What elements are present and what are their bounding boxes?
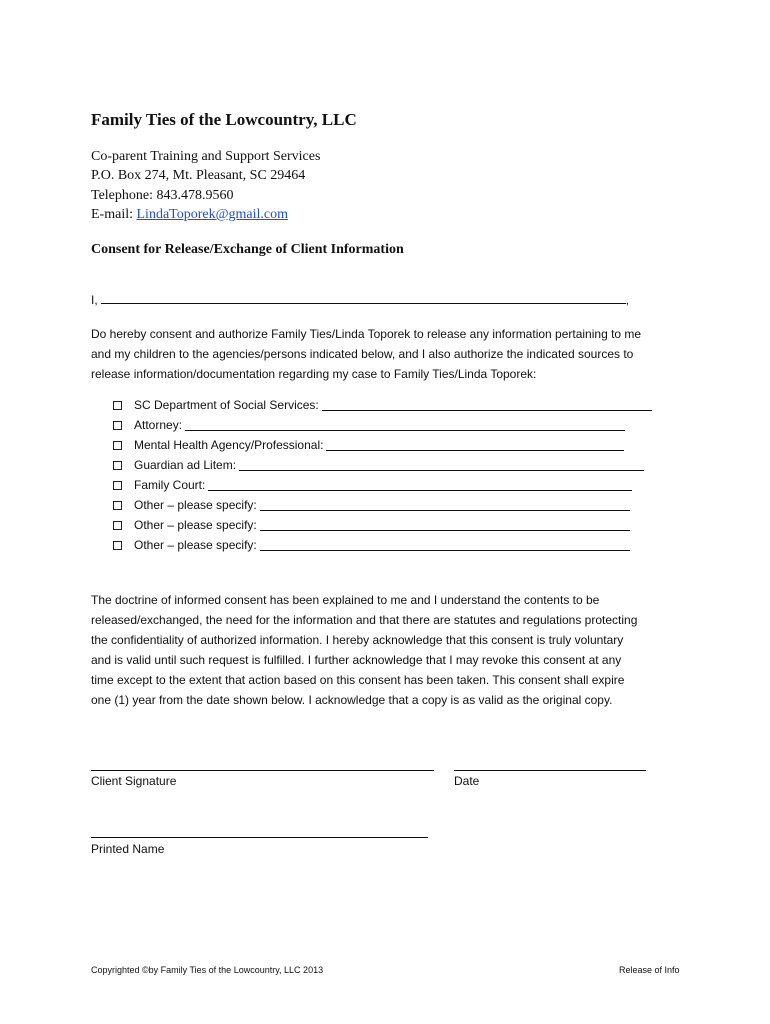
attorney-field[interactable]	[185, 419, 625, 431]
printed-name-label: Printed Name	[91, 842, 165, 856]
checklist-item-other	[113, 518, 630, 532]
checklist-item-mental-health	[113, 438, 624, 452]
date-label: Date	[454, 774, 480, 788]
checklist-item-family-court	[113, 478, 632, 492]
consent-line: released/exchanged, the need for the information and that there are statutes and regulations protecting	[91, 613, 638, 627]
name-line	[91, 292, 629, 307]
client-name-field[interactable]	[101, 292, 626, 304]
footer-page-label: Release of Info	[619, 965, 680, 975]
organization-name: Family Ties of the Lowcountry, LLC	[91, 110, 357, 129]
date-field[interactable]	[454, 770, 646, 771]
consent-line: the confidentiality of authorized information. I hereby acknowledge that this consent is truly voluntary	[91, 633, 624, 647]
checklist-label: Guardian ad Litem:	[134, 458, 237, 472]
checklist-item-attorney	[113, 418, 625, 432]
form-title: Consent for Release/Exchange of Client Information	[91, 242, 404, 257]
signature-label: Client Signature	[91, 774, 177, 788]
other-field[interactable]	[260, 499, 630, 511]
printed-name-field[interactable]	[91, 837, 428, 838]
name-line-suffix: ,	[625, 293, 630, 307]
email-link[interactable]: LindaToporek@gmail.com	[136, 207, 288, 222]
authorization-line: Do hereby consent and authorize Family Ties/Linda Toporek to release any information pertaining to me	[91, 327, 642, 341]
checklist-label: Other – please specify:	[134, 498, 257, 512]
footer-copyright: Copyrighted ©by Family Ties of the Lowcountry, LLC 2013	[91, 965, 324, 975]
checklist-item-other	[113, 538, 630, 552]
checkbox[interactable]	[113, 481, 122, 490]
mental-health-field[interactable]	[326, 439, 624, 451]
checklist-label: Mental Health Agency/Professional:	[134, 438, 324, 452]
telephone: Telephone: 843.478.9560	[91, 188, 234, 203]
name-line-prefix: I,	[91, 293, 98, 307]
checklist-label: SC Department of Social Services:	[134, 398, 319, 412]
checkbox[interactable]	[113, 401, 122, 410]
checkbox[interactable]	[113, 441, 122, 450]
other-field[interactable]	[260, 539, 630, 551]
dss-field[interactable]	[322, 399, 652, 411]
checklist-label: Attorney:	[134, 418, 183, 432]
checklist-item-dss	[113, 398, 652, 412]
signature-field[interactable]	[91, 770, 434, 771]
checkbox[interactable]	[113, 461, 122, 470]
family-court-field[interactable]	[208, 479, 632, 491]
checklist-label: Other – please specify:	[134, 518, 257, 532]
po-box-address: P.O. Box 274, Mt. Pleasant, SC 29464	[91, 168, 306, 183]
authorization-line: release information/documentation regarding my case to Family Ties/Linda Toporek:	[91, 367, 537, 381]
consent-line: time except to the extent that action based on this consent has been taken. This consent shall expire	[91, 673, 625, 687]
checkbox[interactable]	[113, 501, 122, 510]
other-field[interactable]	[260, 519, 630, 531]
email-row	[91, 205, 288, 224]
checklist-item-guardian	[113, 458, 644, 472]
authorization-line: and my children to the agencies/persons indicated below, and I also authorize the indicated sources to	[91, 347, 634, 361]
service-line: Co-parent Training and Support Services	[91, 149, 321, 164]
consent-line: one (1) year from the date shown below. I acknowledge that a copy is as valid as the original copy.	[91, 693, 613, 707]
checkbox[interactable]	[113, 421, 122, 430]
consent-line: The doctrine of informed consent has been explained to me and I understand the contents to be	[91, 593, 600, 607]
checkbox[interactable]	[113, 521, 122, 530]
guardian-field[interactable]	[239, 459, 644, 471]
checklist-label: Other – please specify:	[134, 538, 257, 552]
email-label: E-mail:	[91, 207, 133, 222]
checklist-label: Family Court:	[134, 478, 206, 492]
checkbox[interactable]	[113, 541, 122, 550]
consent-line: and is valid until such request is fulfilled. I further acknowledge that I may revoke this consent at any	[91, 653, 622, 667]
checklist-item-other	[113, 498, 630, 512]
